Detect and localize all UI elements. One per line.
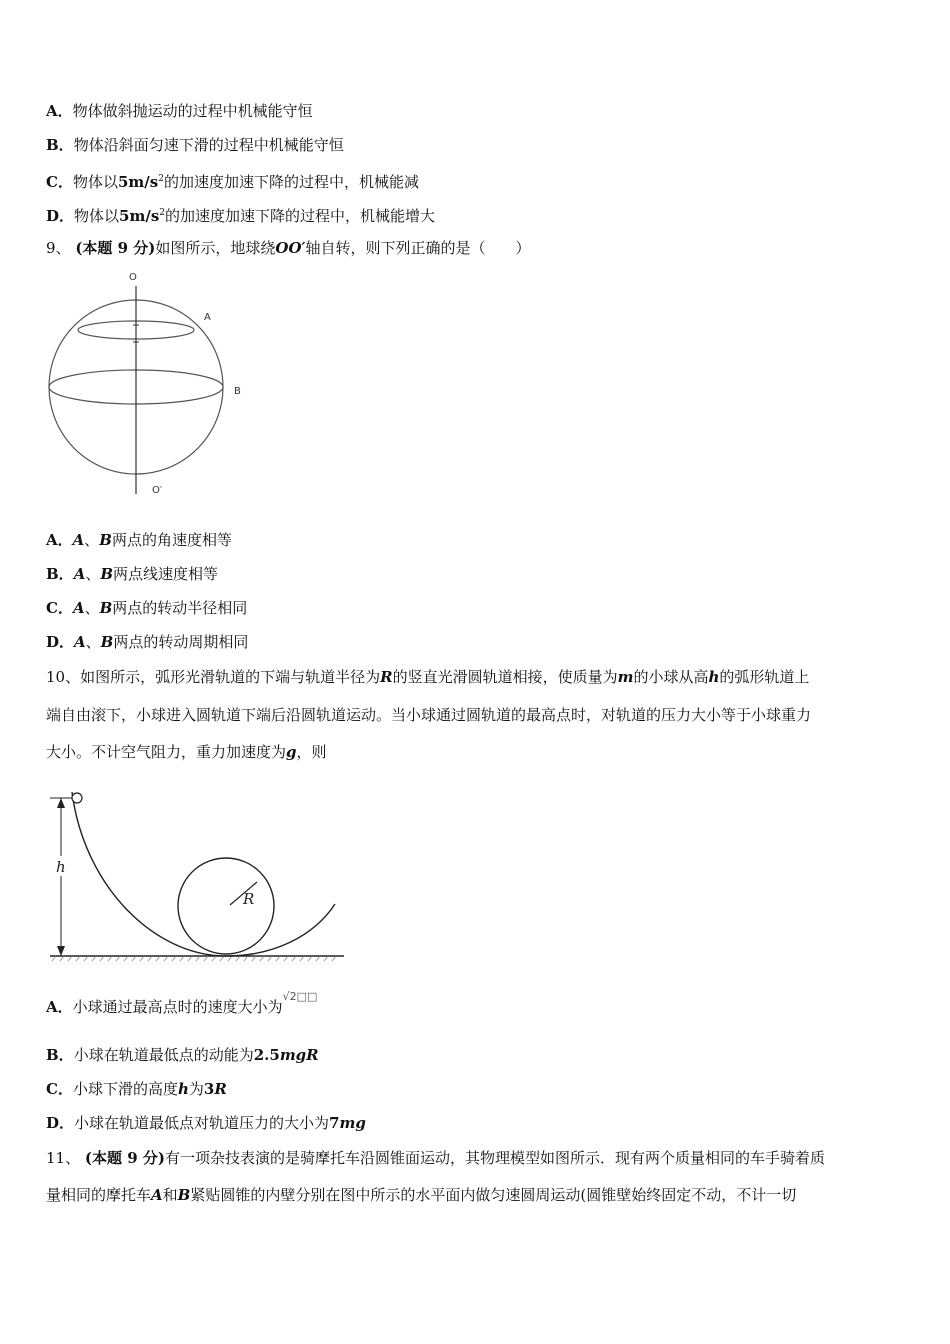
option-letter: A． bbox=[46, 531, 73, 549]
unit: mg bbox=[339, 1114, 366, 1132]
option-text: 小球在轨道最低点对轨道压力的大小为 bbox=[74, 1114, 330, 1132]
stem-text: 的弧形轨道上 bbox=[719, 668, 810, 686]
ground-hatch bbox=[52, 956, 336, 961]
option-text: 两点的转动半径相同 bbox=[112, 599, 248, 617]
option-text: 小球通过最高点时的速度大小为 bbox=[72, 998, 283, 1016]
stem-text: 大小。不计空气阻力，重力加速度为 bbox=[46, 743, 287, 761]
q9-option-c bbox=[46, 597, 247, 619]
question-number: 9、 bbox=[46, 239, 71, 257]
loop-track-figure bbox=[44, 786, 350, 966]
stem-text: 量相同的摩托车 bbox=[46, 1186, 152, 1204]
point-b-label: B bbox=[234, 386, 241, 397]
radius-label: R bbox=[243, 890, 255, 908]
axis-bottom-label: O′ bbox=[152, 485, 163, 496]
value: 2.5 bbox=[253, 1046, 280, 1064]
option-letter: D． bbox=[46, 633, 75, 651]
q10-stem-line3 bbox=[46, 741, 327, 763]
question-score: (本题 9 分) bbox=[84, 1149, 165, 1167]
var-h: h bbox=[177, 1080, 189, 1098]
option-letter: B． bbox=[46, 136, 74, 154]
stem-text: 的小球从高 bbox=[633, 668, 709, 686]
separator: 、 bbox=[85, 565, 101, 583]
value: 3 bbox=[203, 1080, 215, 1098]
point-a-label: A bbox=[204, 312, 211, 323]
point-a: A bbox=[74, 633, 86, 651]
stem-text: 有一项杂技表演的是骑摩托车沿圆锥面运动，其物理模型如图所示．现有两个质量相同的车手骑着质 bbox=[164, 1149, 825, 1167]
option-letter: A． bbox=[46, 998, 73, 1016]
q9-option-d bbox=[46, 631, 248, 653]
height-label: h bbox=[56, 858, 66, 876]
point-b: B bbox=[99, 531, 112, 549]
option-text: 小球在轨道最低点的动能为 bbox=[73, 1046, 254, 1064]
point-b: B bbox=[100, 633, 114, 651]
option-letter: A． bbox=[46, 102, 73, 120]
option-letter: B． bbox=[46, 1046, 74, 1064]
option-text: 两点线速度相等 bbox=[113, 565, 219, 583]
stem-text: 10、如图所示，弧形光滑轨道的下端与轨道半径为 bbox=[46, 668, 381, 686]
option-letter: C． bbox=[46, 599, 73, 617]
question-score: (本题 9 分) bbox=[75, 239, 156, 257]
option-letter: D． bbox=[46, 1114, 75, 1132]
accel-value: 5m/s bbox=[119, 207, 160, 225]
point-b: B bbox=[100, 565, 114, 583]
unit: R bbox=[214, 1080, 227, 1098]
option-text: 物体做斜抛运动的过程中机械能守恒 bbox=[72, 102, 313, 120]
option-text: 物体以 bbox=[74, 207, 120, 225]
var-m: m bbox=[617, 668, 634, 686]
question-stem: 如图所示，地球绕 bbox=[155, 239, 276, 257]
separator: 、 bbox=[84, 599, 100, 617]
option-text: 物体以 bbox=[72, 173, 118, 191]
q8-option-b bbox=[46, 134, 344, 156]
option-letter: D． bbox=[46, 207, 75, 225]
option-letter: C． bbox=[46, 1080, 73, 1098]
point-b: B bbox=[99, 599, 113, 617]
option-text: 两点的角速度相等 bbox=[111, 531, 232, 549]
separator: 、 bbox=[85, 633, 101, 651]
var-g: g bbox=[286, 743, 297, 761]
option-text-rest: 的加速度加速下降的过程中，机械能减 bbox=[163, 173, 419, 191]
axis-label: OO′ bbox=[275, 239, 306, 257]
stem-text: 和 bbox=[162, 1186, 178, 1204]
separator: 、 bbox=[84, 531, 100, 549]
option-text: 物体沿斜面匀速下滑的过程中机械能守恒 bbox=[73, 136, 344, 154]
option-letter: C． bbox=[46, 173, 73, 191]
q9-stem bbox=[46, 237, 531, 259]
unit: mgR bbox=[279, 1046, 319, 1064]
q8-option-a bbox=[46, 100, 313, 122]
option-text: 两点的转动周期相同 bbox=[113, 633, 249, 651]
q9-option-a bbox=[46, 529, 232, 551]
ball bbox=[72, 793, 82, 803]
option-text-rest: 的加速度加速下降的过程中，机械能增大 bbox=[165, 207, 436, 225]
var-a: A bbox=[151, 1186, 163, 1204]
q8-option-c bbox=[46, 168, 419, 193]
q9-option-b bbox=[46, 563, 218, 585]
q8-option-d bbox=[46, 202, 435, 227]
option-letter: B． bbox=[46, 565, 74, 583]
accel-exponent: 2 bbox=[159, 208, 165, 218]
stem-text: ，则 bbox=[296, 743, 327, 761]
point-a: A bbox=[72, 531, 85, 549]
sqrt-formula: √2□□ bbox=[282, 990, 318, 1003]
var-h: h bbox=[708, 668, 720, 686]
loop-circle bbox=[178, 858, 274, 954]
q10-stem-line1 bbox=[46, 666, 809, 688]
option-text-mid: 为 bbox=[188, 1080, 204, 1098]
var-r: R bbox=[380, 668, 393, 686]
q10-option-d bbox=[46, 1112, 366, 1134]
q10-stem-line2: 端自由滚下，小球进入圆轨道下端后沿圆轨道运动。当小球通过圆轨道的最高点时，对轨道的压力大小等于小球重力 bbox=[46, 706, 812, 724]
question-number: 11、 bbox=[46, 1149, 81, 1167]
value: 7 bbox=[329, 1114, 340, 1132]
earth-rotation-figure bbox=[40, 266, 260, 502]
arc-track bbox=[72, 792, 335, 956]
question-stem-rest: 轴自转，则下列正确的是（ ） bbox=[305, 239, 531, 257]
point-a: A bbox=[72, 599, 85, 617]
q10-option-c bbox=[46, 1078, 227, 1100]
q10-option-a bbox=[46, 990, 318, 1020]
stem-text: 的竖直光滑圆轨道相接，使质量为 bbox=[392, 668, 618, 686]
stem-text: 紧贴圆锥的内壁分别在图中所示的水平面内做匀速圆周运动(圆锥壁始终固定不动，不计一切 bbox=[190, 1186, 797, 1204]
axis-top-label: O bbox=[129, 272, 137, 283]
q11-stem-line1 bbox=[46, 1147, 825, 1169]
option-text: 小球下滑的高度 bbox=[72, 1080, 178, 1098]
accel-exponent: 2 bbox=[158, 174, 164, 184]
var-b: B bbox=[177, 1186, 191, 1204]
q11-stem-line2 bbox=[46, 1184, 796, 1206]
q10-option-b bbox=[46, 1044, 319, 1066]
accel-value: 5m/s bbox=[117, 173, 159, 191]
point-a: A bbox=[73, 565, 86, 583]
